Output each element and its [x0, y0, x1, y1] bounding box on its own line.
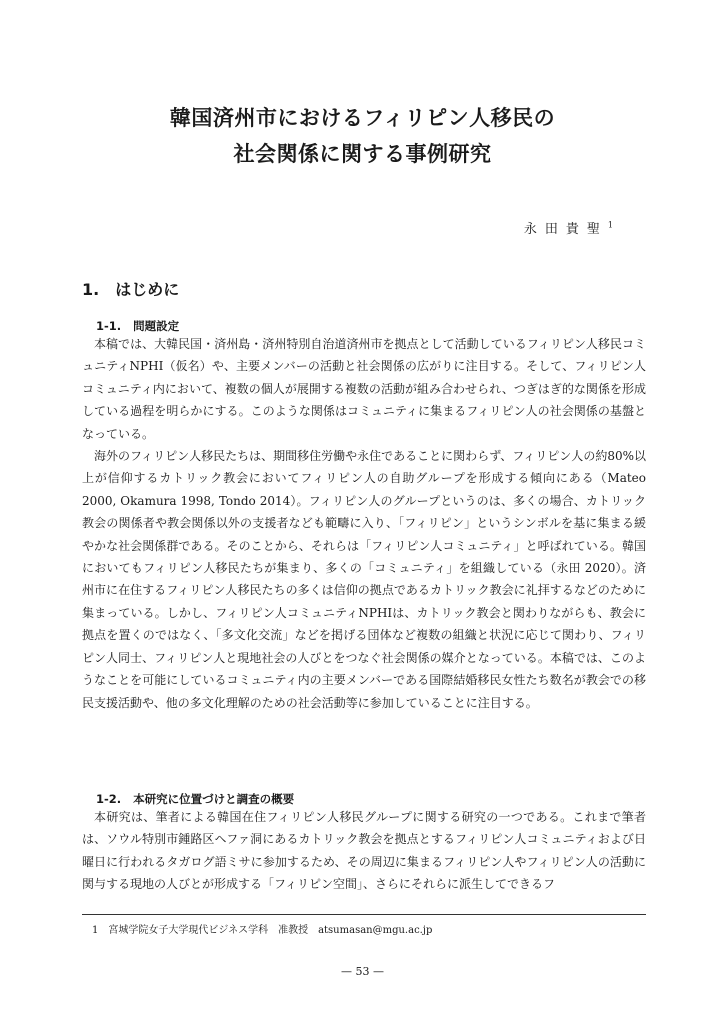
- subsection-heading-1-1: [96, 318, 179, 334]
- footnote-text: 宮城学院女子大学現代ビジネス学科 准教授 atsumasan@mgu.ac.jp: [108, 925, 433, 936]
- footnote: [92, 921, 432, 936]
- subsection-number: 1-2.: [96, 792, 122, 806]
- subsection-body-1-1: [82, 333, 646, 714]
- subsection-title: 本研究に位置づけと調査の概要: [133, 792, 295, 806]
- paragraph: 海外のフィリピン人移民たちは、期間移住労働や永住であることに関わらず、フィリピン人の約80%以上が信仰するカトリック教会においてフィリピン人の自助グループを形成する傾向にある（Mateo 2000, Okamura 1998, Tondo 2014）。フィリピン人のグループというのは、多くの場合、カトリック教会の関係者や教会関係以外の支援者なども範疇に入り、「フィリピン」というシンボルを基に集まる緩やかな社会関係群である。そのことから、それらは「フィリピン人コミュニティ」と呼ばれている。韓国においてもフィリピン人移民たちが集まり、多くの「コミュニティ」を組織している（永田 2020）。済州市に在住するフィリピン人移民たちの多くは信仰の拠点であるカトリック教会に礼拝するなどのために集まっている。しかし、フィリピン人コミュニティNPHIは、カトリック教会と関わりながらも、教会に拠点を置くのではなく、「多文化交流」などを掲げる団体など複数の組織と状況に応じて関わり、フィリピン人同士、フィリピン人と現地社会の人びとをつなぐ社会関係の媒介となっている。本稿では、このようなことを可能にしているコミュニティ内の主要メンバーである国際結婚移民女性たち数名が教会での移民支援活動や、他の多文化理解のための社会活動等に参加していることに注目する。: [82, 449, 646, 710]
- subsection-number: 1-1.: [96, 319, 122, 333]
- paragraph: 本研究は、筆者による韓国在住フィリピン人移民グループに関する研究の一つである。これまで筆者は、ソウル特別市鍾路区ヘファ洞にあるカトリック教会を拠点とするフィリピン人コミュニティおよび日曜日に行われるタガログ語ミサに参加するため、その周辺に集まるフィリピン人やフィリピン人の活動に関与する現地の人びとが形成する「フィリピン空間」、さらにそれらに派生してできるフ: [82, 810, 646, 892]
- author-footnote-mark: 1: [607, 220, 613, 230]
- author-name: 永田貴聖: [523, 222, 608, 237]
- footnote-mark: 1: [92, 925, 99, 936]
- author-byline: [524, 218, 613, 237]
- section-heading: [82, 277, 179, 300]
- footnote-divider: [82, 914, 646, 915]
- subsection-heading-1-2: [96, 791, 294, 807]
- subsection-title: 問題設定: [133, 319, 180, 333]
- paragraph: 本稿では、大韓民国・済州島・済州特別自治道済州市を拠点として活動しているフィリピン人移民コミュニティNPHI（仮名）や、主要メンバーの活動と社会関係の広がりに注目する。そして、フィリピン人コミュニティ内において、複数の個人が展開する複数の活動が組み合わせられ、つぎはぎ的な関係を形成している過程を明らかにする。このような関係はコミュニティに集まるフィリピン人の社会関係の基盤となっている。: [82, 337, 646, 441]
- title-line-2: 社会関係に関する事例研究: [233, 142, 492, 166]
- paper-title: [0, 100, 725, 172]
- section-title: はじめに: [115, 280, 180, 299]
- subsection-body-1-2: [82, 806, 646, 896]
- section-number: 1.: [82, 280, 100, 299]
- title-line-1: 韓国済州市におけるフィリピン人移民の: [169, 106, 556, 130]
- page-number: — 53 —: [341, 965, 384, 978]
